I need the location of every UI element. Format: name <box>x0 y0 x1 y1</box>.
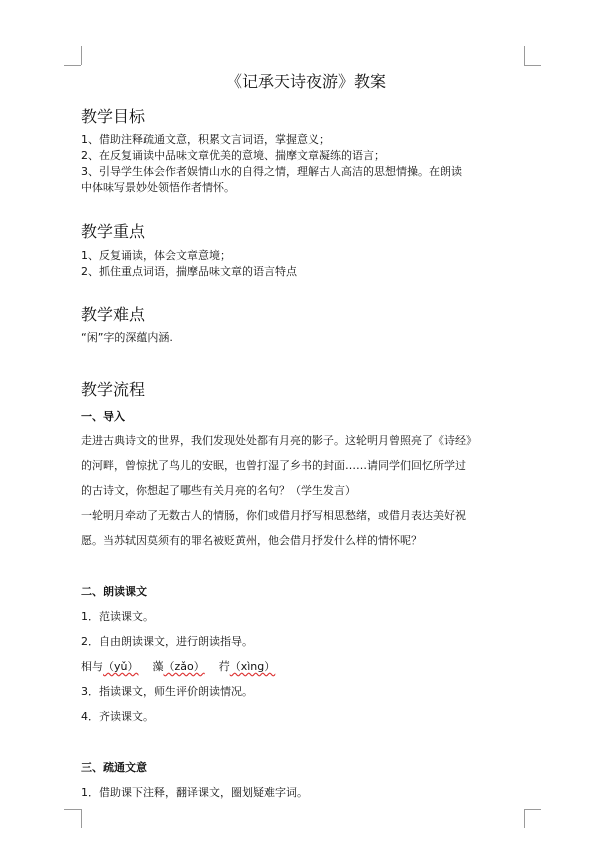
part-title-reading: 二、朗读课文 <box>81 585 147 598</box>
reading-item: 4．齐读课文。 <box>81 710 154 723</box>
pron-pinyin: （zǎo） <box>163 660 205 673</box>
goal-item: 3、引导学生体会作者娱情山水的自得之情，理解古人高洁的思想情操。在朗读 <box>81 165 462 178</box>
goal-item: 1、借助注释疏通文意，积累文言词语，掌握意义； <box>81 133 330 146</box>
goal-item: 2、在反复诵读中品味文章优美的意境、揣摩文章凝练的语言； <box>81 149 385 162</box>
reading-item: 1．范读课文。 <box>81 610 154 623</box>
document-title: 《记承天诗夜游》教案 <box>225 72 386 91</box>
heading-teaching-process: 教学流程 <box>81 380 146 399</box>
reading-item: 2．自由朗读课文，进行朗读指导。 <box>81 635 253 648</box>
pron-word: 藻 <box>152 660 164 673</box>
pron-pinyin: （yǔ） <box>103 660 139 673</box>
crop-mark-bottom-right-h <box>524 809 541 810</box>
crop-mark-top-right-h <box>524 65 541 66</box>
crop-mark-bottom-right-v <box>524 809 525 828</box>
goal-item: 中体味写景妙处领悟作者情怀。 <box>81 181 235 194</box>
key-point-item: 1、反复诵读，体会文章意境； <box>81 249 231 262</box>
key-point-item: 2、抓住重点词语，揣摩品味文章的语言特点 <box>81 265 297 278</box>
heading-key-points: 教学重点 <box>81 222 146 241</box>
crop-mark-bottom-left-h <box>64 809 81 810</box>
pron-word: 荇 <box>218 660 230 673</box>
crop-mark-top-right-v <box>524 46 525 65</box>
intro-line: 愿。当苏轼因莫须有的罪名被贬黄州，他会借月抒发什么样的情怀呢？ <box>81 534 422 547</box>
comprehension-item: 1．借助课下注释，翻译课文，圈划疑难字词。 <box>81 786 308 799</box>
pron-pinyin: （xìng） <box>229 660 276 673</box>
crop-mark-top-left-v <box>81 46 82 65</box>
intro-line: 走进古典诗文的世界，我们发现处处都有月亮的影子。这轮明月曾照亮了《诗经》 <box>81 434 477 447</box>
heading-difficulties: 教学难点 <box>81 305 146 324</box>
pronunciation-line <box>81 659 275 675</box>
crop-mark-bottom-left-v <box>81 809 82 828</box>
difficulty-text: “闲”字的深蕴内涵. <box>81 331 173 344</box>
heading-teaching-goals: 教学目标 <box>81 107 146 126</box>
intro-line: 一轮明月牵动了无数古人的情肠，你们或借月抒写相思愁绪，或借月表达美好祝 <box>81 509 466 522</box>
reading-item: 3．指读课文，师生评价朗读情况。 <box>81 685 253 698</box>
part-title-intro: 一、导入 <box>81 410 125 423</box>
part-title-comprehension: 三、疏通文意 <box>81 761 147 774</box>
crop-mark-top-left-h <box>64 65 81 66</box>
pron-word: 相与 <box>81 660 103 673</box>
intro-line: 的古诗文，你想起了哪些有关月亮的名句？（学生发言） <box>81 484 356 497</box>
intro-line: 的河畔，曾惊扰了鸟儿的安眠，也曾打湿了乡书的封面……请同学们回忆所学过 <box>81 459 466 472</box>
